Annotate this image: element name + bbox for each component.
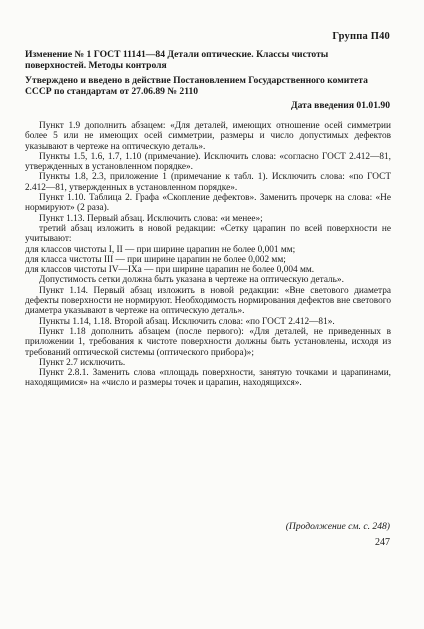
paragraph: Пункт 1.9 дополнить абзацем: «Для деталей, имеющих отношение осей симметрии более 5 или не имеющих осей симметрии, размеры и число допустимых дефектов указывают в чертеже на оптическую деталь». xyxy=(25,121,391,152)
paragraph: Пункты 1.8, 2.3, приложение 1 (примечание к табл. 1). Исключить слова: «по ГОСТ 2.412—81, утвержденных в установленном порядке». xyxy=(25,172,391,193)
paragraph: для класса чистоты III — при ширине царапин не более 0,002 мм; xyxy=(25,254,286,265)
paragraph: для классов чистоты IV—IXа — при ширине царапин не более 0,004 мм. xyxy=(25,265,315,276)
approval-statement: Утверждено и введено в действие Постановлением Государственного комитета СССР по стандартам от 27.06.89 № 2110 xyxy=(25,75,368,97)
paragraph: для классов чистоты I, II — при ширине царапин не более 0,001 мм; xyxy=(25,244,296,255)
paragraph: Допустимость сетки должна быть указана в чертеже на оптическую деталь». xyxy=(39,275,344,286)
paragraph: Пункт 1.10. Таблица 2. Графа «Скопление дефектов». Заменить прочерк на слова: «Не нормируют» (2 раза). xyxy=(25,193,391,214)
continued-note: (Продолжение см. с. 248) xyxy=(285,521,390,532)
paragraph: Пункты 1.5, 1.6, 1.7, 1.10 (примечание). Исключить слова: «согласно ГОСТ 2.412—81, утвержденных в установленном порядке». xyxy=(25,151,391,173)
paragraph: Пункт 1.14. Первый абзац изложить в новой редакции: «Вне светового диаметра дефекты поверхности не нормируют. Необходимость нормирования дефектов вне светового диаметра указывают в чертеже на оптическую деталь». xyxy=(25,285,391,317)
paragraph: Пункт 1.18 дополнить абзацем (после первого): «Для деталей, не приведенных в приложении 1, требования к чистоте поверхности должны быть установлены, исходя из требований оптической системы (оптического прибора)»; xyxy=(25,326,391,358)
paragraph: Пункты 1.14, 1.18. Второй абзац. Исключить слова: «по ГОСТ 2.412—81». xyxy=(39,316,335,327)
page-number: 247 xyxy=(375,537,390,548)
paragraph: Пункт 2.8.1. Заменить слова «площадь поверхности, занятую точками и царапинами, находящимися» на «число и размеры точек и царапин, находящихся». xyxy=(25,368,391,389)
change-title: Изменение № 1 ГОСТ 11141—84 Детали оптические. Классы чистоты поверхностей. Методы контроля xyxy=(25,49,329,71)
paragraph: Пункт 2.7 исключить. xyxy=(39,357,126,368)
effective-date: Дата введения 01.01.90 xyxy=(290,100,390,111)
paragraph: Пункт 1.13. Первый абзац. Исключить слова: «и менее»; xyxy=(39,213,263,224)
document-body xyxy=(25,121,391,389)
paragraph: третий абзац изложить в новой редакции: «Сетку царапин по всей поверхности не учитывают: xyxy=(25,223,391,245)
group-code: Группа П40 xyxy=(332,31,390,42)
